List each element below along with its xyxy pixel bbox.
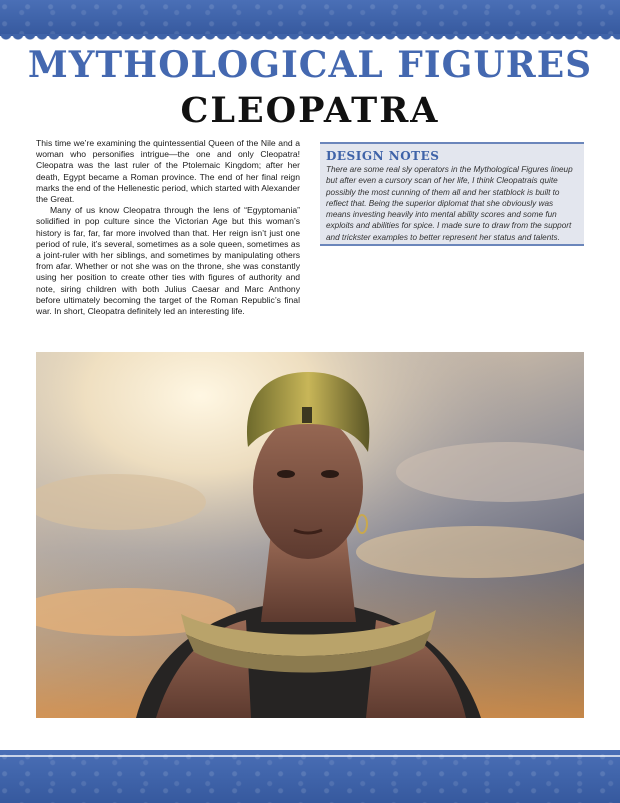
series-title: MYTHOLOGICAL FIGURES — [27, 44, 593, 86]
top-border-band — [0, 0, 620, 36]
design-notes-sidebar — [320, 142, 584, 246]
cleopatra-portrait-illustration — [36, 352, 584, 718]
bottom-band-stripe — [0, 755, 620, 757]
body-paragraph-1: This time we’re examining the quintessential Queen of the Nile and a woman who personifies intrigue—the one and only Cleopatra! Cleopatra was the last ruler of the Ptolemaic Kingdom; after her death, Egypt became a Roman province. The end of her final reign marks the end of the Hellenestic period, which started with Alexander the Great. — [36, 138, 300, 205]
page-title: CLEOPATRA — [180, 90, 440, 131]
body-paragraph-2: Many of us know Cleopatra through the lens of “Egyptomania” solidified in pop culture since the Victorian Age but this woman’s history is far, far, far more involved than that. Her reign isn’t just one period of rule, it’s several, sometimes as a sole queen, sometimes as a joint-ruler with her siblings, and sometimes by manipulating others from afar. Whether or not she was on the throne, she was constantly using her position to create other ties with figures of authority and note, siring children with both Julius Caesar and Marc Anthony before ultimately becoming the target of the Roman Republic’s final war. In short, Cleopatra definitely led an interesting life. — [36, 205, 300, 317]
body-text-column — [36, 138, 300, 317]
bottom-border-band — [0, 750, 620, 803]
design-notes-text: There are some real sly operators in the Mythological Figures lineup but after even a cursory scan of her life, I think Cleopatrais quite possibly the most cunning of them all and her statblock is built to reflect that. Being the superior diplomat that she obviously was means investing heavily into mental ability scores and some fun exploits and abilities for spice. I made sure to draw from the support and trickster examples to better represent her status and talents. — [326, 165, 573, 242]
design-notes-title: DESIGN NOTES — [326, 149, 440, 163]
portrait-art — [36, 352, 584, 718]
